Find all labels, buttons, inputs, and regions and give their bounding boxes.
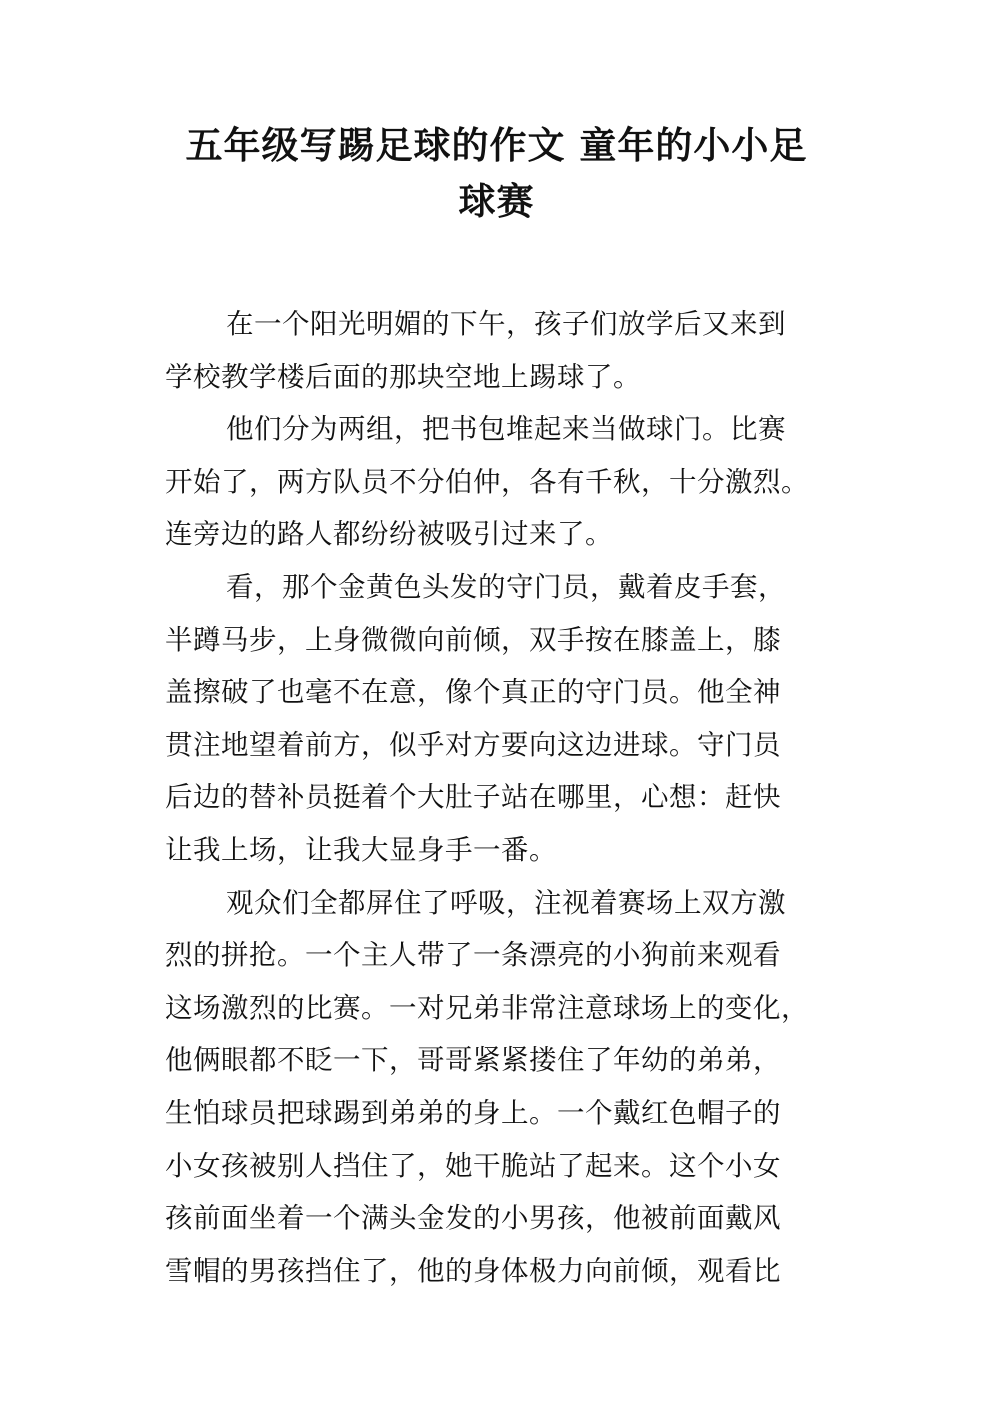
paragraph-1-line-1: 在一个阳光明媚的下午，孩子们放学后又来到 <box>226 308 786 340</box>
paragraph-3-line-2: 半蹲马步，上身微微向前倾，双手按在膝盖上，膝 <box>165 623 781 656</box>
paragraph-3-line-5: 后边的替补员挺着个大肚子站在哪里，心想：赶快 <box>165 781 781 814</box>
paragraph-3-line-6: 让我上场，让我大显身手一番。 <box>165 833 557 866</box>
title-line-2: 球赛 <box>458 180 535 223</box>
paragraph-2-line-2: 开始了，两方队员不分伯仲，各有千秋，十分激烈。 <box>165 465 809 498</box>
paragraph-1-line-2: 学校教学楼后面的那块空地上踢球了。 <box>165 360 641 393</box>
paragraph-3-line-1: 看，那个金黄色头发的守门员，戴着皮手套， <box>226 570 786 603</box>
paragraph-4-line-7: 孩前面坐着一个满头金发的小男孩，他被前面戴风 <box>165 1202 781 1235</box>
paragraph-4-line-5: 生怕球员把球踢到弟弟的身上。一个戴红色帽子的 <box>165 1096 781 1129</box>
paragraph-4-line-6: 小女孩被别人挡住了，她干脆站了起来。这个小女 <box>165 1149 781 1182</box>
paragraph-3-line-4: 贯注地望着前方，似乎对方要向这边进球。守门员 <box>165 728 781 761</box>
paragraph-4-line-2: 烈的拼抢。一个主人带了一条漂亮的小狗前来观看 <box>165 939 781 972</box>
paragraph-4-line-3: 这场激烈的比赛。一对兄弟非常注意球场上的变化， <box>165 991 809 1024</box>
paragraph-3-line-3: 盖擦破了也毫不在意，像个真正的守门员。他全神 <box>165 676 781 709</box>
document-title <box>150 118 843 230</box>
title-line-1: 五年级写踢足球的作文 童年的小小足 <box>185 124 808 167</box>
paragraph-4-line-8: 雪帽的男孩挡住了，他的身体极力向前倾，观看比 <box>165 1254 781 1287</box>
paragraph-2-line-1: 他们分为两组，把书包堆起来当做球门。比赛 <box>226 413 786 446</box>
paragraph-2-line-3: 连旁边的路人都纷纷被吸引过来了。 <box>165 518 613 551</box>
paragraph-4-line-4: 他俩眼都不眨一下，哥哥紧紧搂住了年幼的弟弟， <box>165 1044 781 1077</box>
document-body <box>165 298 865 1297</box>
paragraph-4-line-1: 观众们全都屏住了呼吸，注视着赛场上双方激 <box>226 886 786 919</box>
